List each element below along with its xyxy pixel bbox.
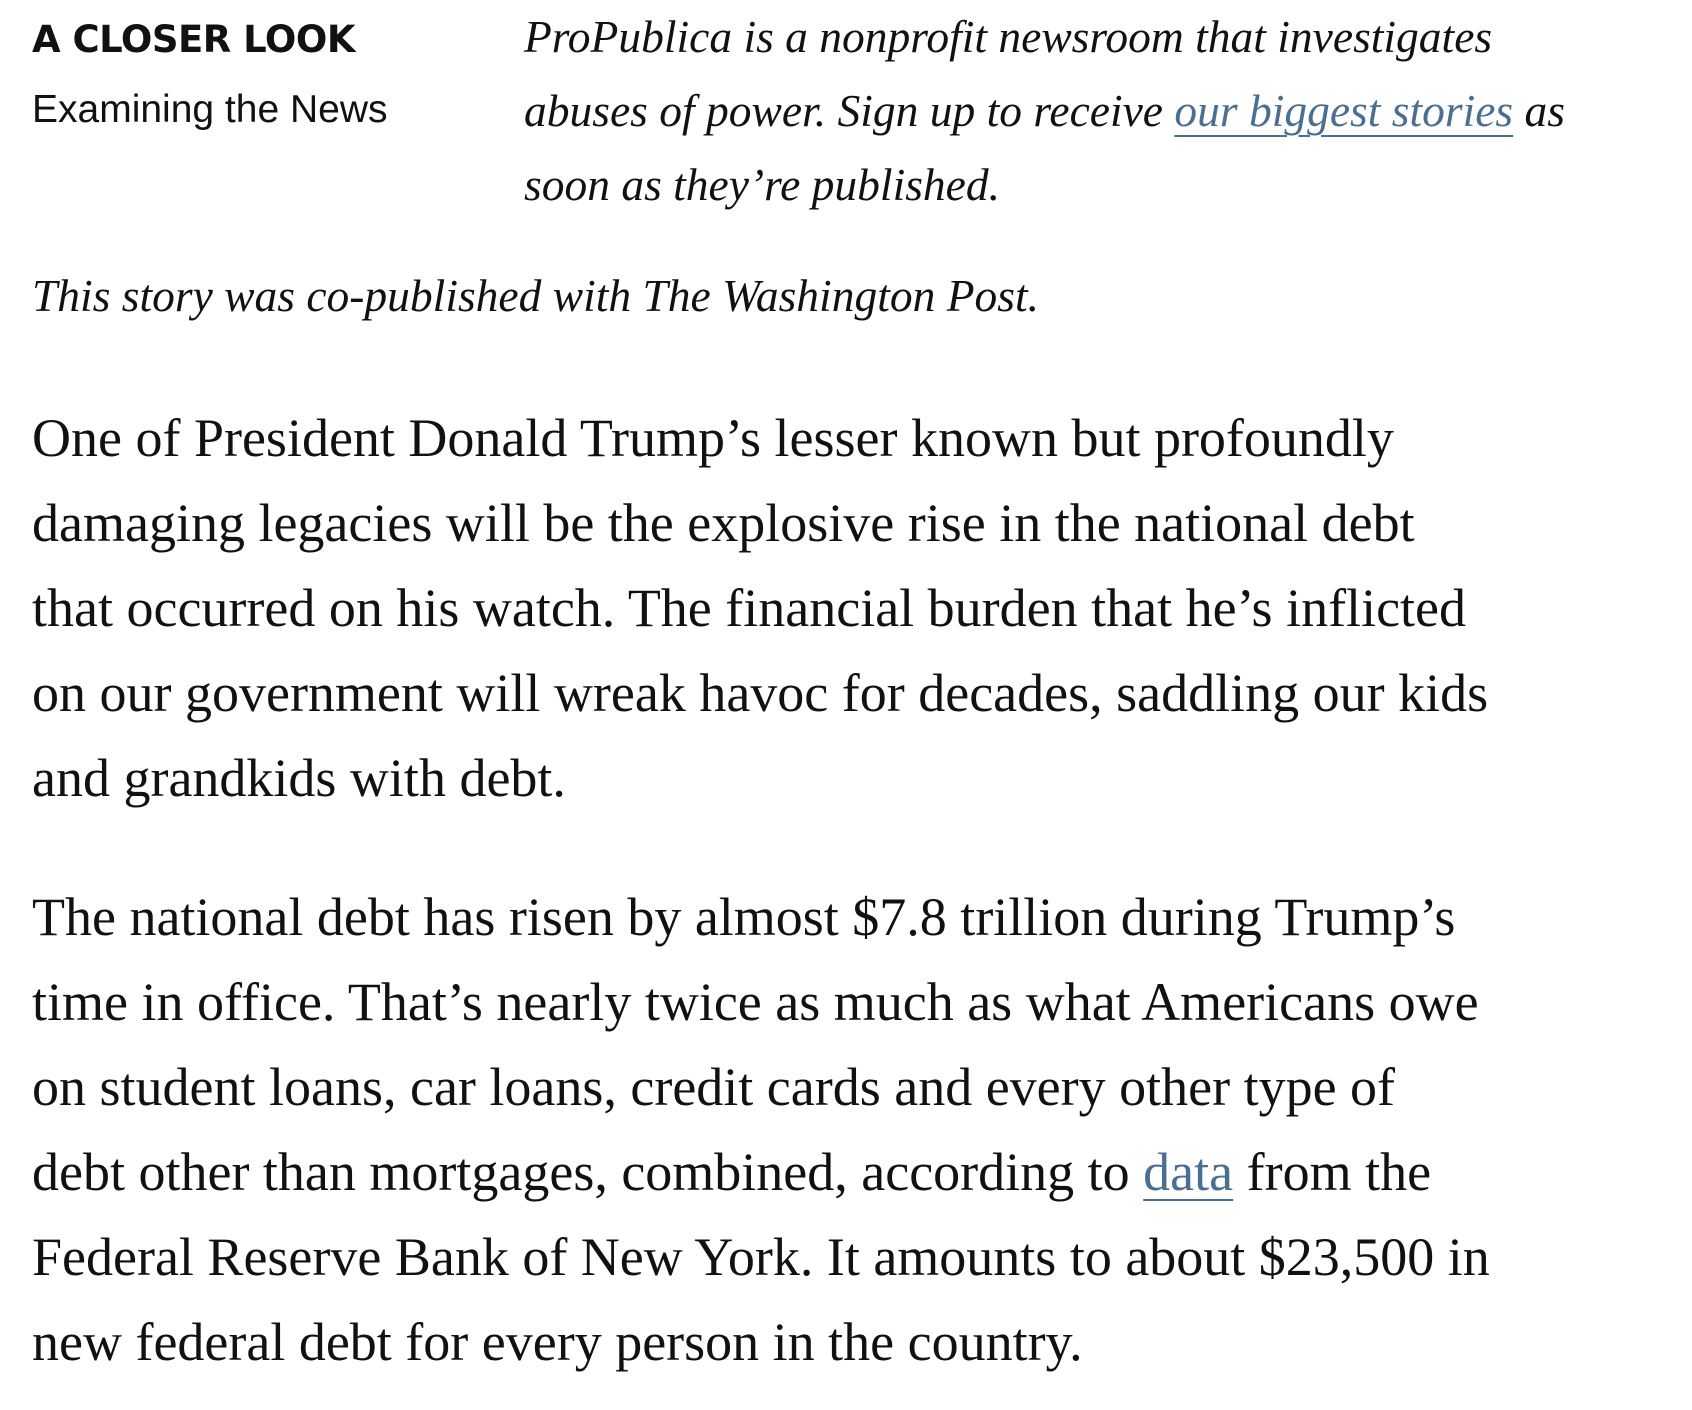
- paragraph-1: [32, 396, 1692, 821]
- promo-line-3: soon as they’re published.: [524, 159, 1000, 210]
- promo-line-2: [524, 74, 1692, 148]
- series-title[interactable]: A CLOSER LOOK: [32, 18, 356, 61]
- series-kicker: [32, 14, 502, 136]
- paragraph-line: The national debt has risen by almost $7.8 trillion during Trump’s: [32, 887, 1456, 947]
- paragraph-line: on our government will wreak havoc for decades, saddling our kids: [32, 663, 1489, 723]
- series-subtitle: Examining the News: [32, 88, 388, 131]
- paragraph-2: [32, 875, 1692, 1385]
- paragraph-line: Federal Reserve Bank of New York. It amounts to about $23,500 in: [32, 1227, 1490, 1287]
- promo-line-1: ProPublica is a nonprofit newsroom that investigates: [524, 11, 1493, 62]
- promo-text-before-link: abuses of power. Sign up to receive: [524, 85, 1175, 136]
- copublished-note: This story was co-published with The Washington Post.: [32, 270, 1039, 321]
- biggest-stories-link[interactable]: our biggest stories: [1174, 85, 1514, 136]
- paragraph-line-with-link: [32, 1130, 1692, 1215]
- paragraph-line: damaging legacies will be the explosive rise in the national debt: [32, 493, 1415, 553]
- paragraph-line: on student loans, car loans, credit cards and every other type of: [32, 1057, 1396, 1117]
- paragraph-line: time in office. That’s nearly twice as much as what Americans owe: [32, 972, 1479, 1032]
- paragraph-text-before-link: debt other than mortgages, combined, according to: [32, 1142, 1144, 1202]
- paragraph-text-after-link: from the: [1233, 1142, 1432, 1202]
- paragraph-line: and grandkids with debt.: [32, 748, 566, 808]
- data-link[interactable]: data: [1143, 1142, 1234, 1202]
- paragraph-line: that occurred on his watch. The financial burden that he’s inflicted: [32, 578, 1467, 638]
- newsletter-promo: [524, 0, 1692, 222]
- promo-text-after-link: as: [1513, 85, 1565, 136]
- paragraph-line: One of President Donald Trump’s lesser known but profoundly: [32, 408, 1394, 468]
- paragraph-line: new federal debt for every person in the country.: [32, 1312, 1083, 1372]
